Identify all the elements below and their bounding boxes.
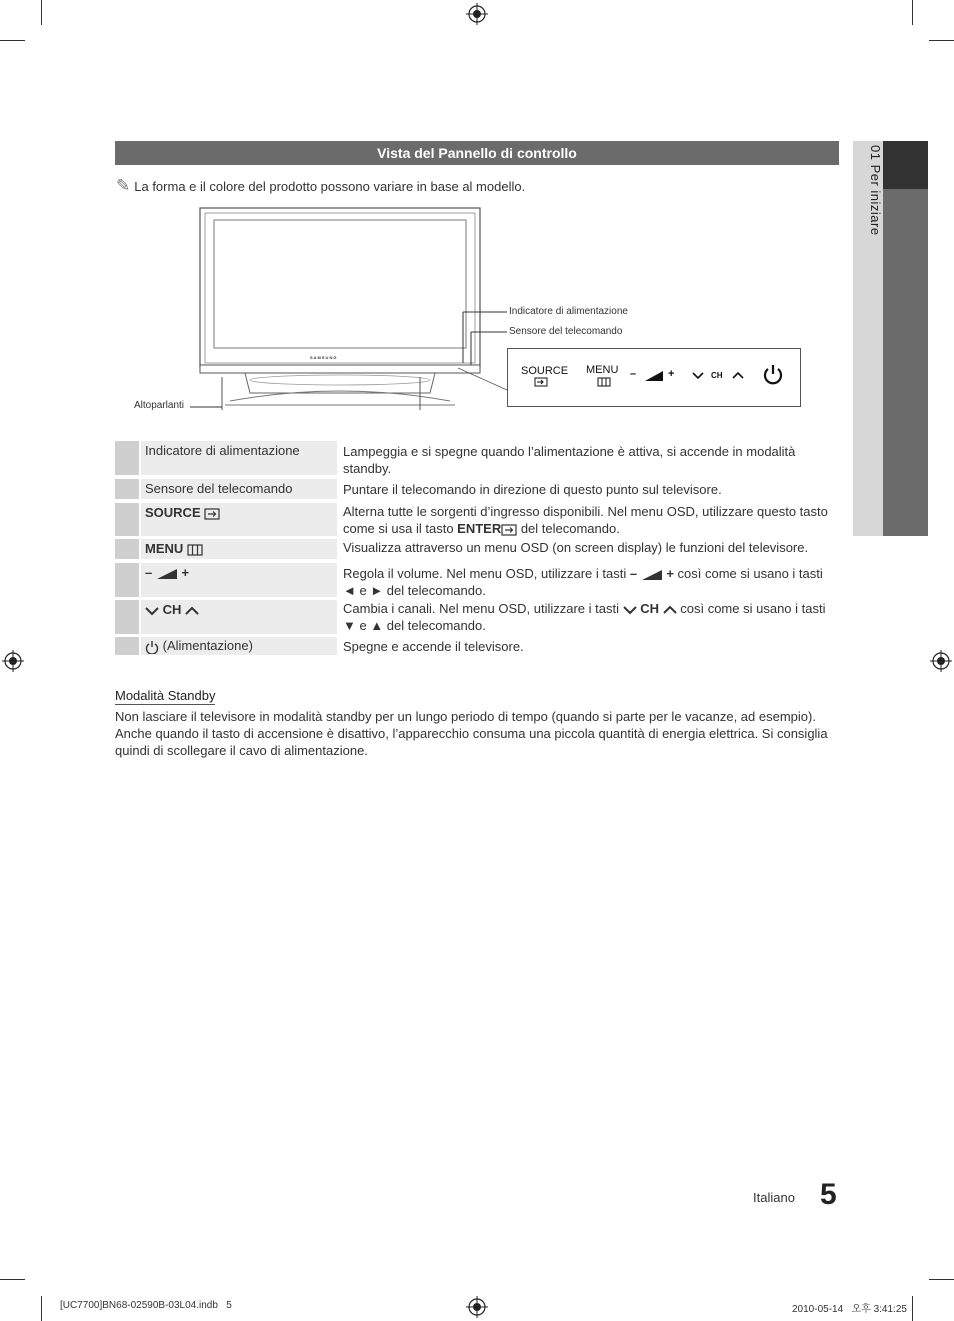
volume-wedge-icon: [156, 568, 178, 579]
crop-mark: [912, 1296, 913, 1321]
menu-icon: [597, 377, 611, 387]
row-description: [343, 565, 839, 599]
row-name: Indicatore di alimentazione: [141, 441, 337, 475]
row-marker: [115, 503, 139, 536]
panel-menu-label: MENU: [586, 364, 619, 376]
row-description-text: così come si usano i tasti ▼ e ▲ del telecomando.: [343, 601, 826, 633]
table-row: [115, 479, 839, 499]
crop-mark: [41, 1296, 42, 1321]
chapter-tab-edge: [883, 141, 928, 536]
print-slug-file: [UC7700]BN68-02590B-03L04.indb 5: [60, 1300, 232, 1311]
enter-key-label: ENTER: [457, 521, 502, 536]
row-marker: [115, 539, 139, 559]
chapter-tab-label: 01 Per iniziare: [868, 145, 883, 236]
table-row: [115, 503, 839, 536]
row-description-text: Alterna tutte le sorgenti d’ingresso disponibili. Nel menu OSD, utilizzare questo tasto come si usa il tasto: [343, 504, 828, 536]
volume-minus-label: –: [145, 565, 153, 580]
registration-mark-icon: [466, 3, 488, 25]
table-row: [115, 441, 839, 475]
row-name: [141, 503, 337, 536]
registration-mark-icon: [930, 650, 952, 672]
volume-minus-label: –: [629, 566, 638, 581]
volume-plus-label: +: [666, 566, 674, 581]
row-description: [343, 600, 839, 634]
table-row: [115, 637, 839, 655]
row-marker: [115, 563, 139, 597]
source-icon: [204, 508, 220, 520]
chevron-up-icon: [663, 605, 677, 615]
footer-language: Italiano: [753, 1190, 795, 1205]
control-panel-detail: [507, 348, 801, 407]
row-description-text: Cambia i canali. Nel menu OSD, utilizzare i tasti: [343, 601, 623, 616]
label-power-indicator: Indicatore di alimentazione: [509, 306, 628, 317]
row-name: [141, 539, 337, 559]
ch-key-label: CH: [640, 601, 660, 616]
chevron-up-icon: [732, 371, 744, 379]
note: [116, 176, 525, 196]
power-icon: [762, 363, 784, 385]
chevron-down-icon: [145, 606, 159, 616]
pencil-note-icon: ✎: [116, 176, 131, 195]
crop-mark: [41, 0, 42, 25]
row-description: Visualizza attraverso un menu OSD (on screen display) le funzioni del televisore.: [343, 540, 809, 555]
standby-body: Non lasciare il televisore in modalità standby per un lungo periodo di tempo (quando si parte per le vacanze, ad esempio). Anche quando il tasto di accensione è disattivo, l’apparecchio consuma una piccola quantità di energia elettrica. Si consiglia quindi di scollegare il cavo di alimentazione.: [115, 709, 828, 758]
row-marker: [115, 479, 139, 499]
row-description-text: del telecomando.: [517, 521, 620, 536]
row-description-text: così come si usano i tasti ◄ e ► del telecomando.: [343, 566, 823, 598]
table-row: [115, 563, 839, 597]
panel-ch-label: CH: [711, 371, 723, 380]
power-icon: [145, 640, 159, 654]
brand-logo: SAMSUNG: [310, 355, 338, 360]
enter-icon: [501, 524, 517, 536]
crop-mark: [0, 1279, 25, 1280]
row-description: Spegne e accende il televisore.: [343, 639, 524, 654]
panel-volume-minus: –: [630, 368, 637, 380]
standby-title: Modalità Standby: [115, 688, 216, 703]
volume-wedge-icon: [645, 371, 663, 381]
source-icon: [534, 377, 548, 387]
page-number: 5: [820, 1178, 837, 1211]
row-marker: [115, 600, 139, 634]
source-key-label: SOURCE: [145, 505, 201, 520]
menu-key-label: MENU: [145, 541, 184, 556]
row-marker: [115, 637, 139, 655]
row-description: [343, 503, 839, 537]
table-row: [115, 539, 839, 559]
row-description: Lampeggia e si spegne quando l’alimentazione è attiva, si accende in modalità standby.: [343, 444, 796, 476]
row-name: [141, 563, 337, 597]
row-marker: [115, 441, 139, 475]
chapter-tab-marker: [883, 141, 928, 189]
volume-wedge-icon: [641, 569, 663, 580]
label-speakers: Altoparlanti: [134, 400, 185, 411]
chevron-down-icon: [623, 605, 637, 615]
panel-source-label: SOURCE: [521, 365, 569, 377]
table-row: [115, 600, 839, 634]
section-title: Vista del Pannello di controllo: [115, 141, 839, 165]
chevron-up-icon: [185, 606, 199, 616]
crop-mark: [929, 1279, 954, 1280]
row-name: Sensore del telecomando: [141, 479, 337, 499]
crop-mark: [0, 40, 25, 41]
note-text: La forma e il colore del prodotto possono variare in base al modello.: [134, 179, 526, 194]
row-name: [141, 600, 337, 634]
crop-mark: [929, 40, 954, 41]
crop-mark: [912, 0, 913, 25]
chevron-down-icon: [692, 372, 704, 380]
ch-key-label: CH: [162, 602, 182, 617]
label-remote-sensor: Sensore del telecomando: [509, 326, 623, 337]
registration-mark-icon: [466, 1296, 488, 1318]
row-description-text: Regola il volume. Nel menu OSD, utilizzare i tasti: [343, 566, 630, 581]
menu-icon: [187, 544, 203, 556]
row-description: Puntare il telecomando in direzione di questo punto sul televisore.: [343, 482, 722, 497]
row-name: [141, 637, 337, 655]
power-key-label: (Alimentazione): [162, 638, 253, 653]
volume-plus-label: +: [181, 565, 190, 580]
print-slug-date: 2010-05-14 오후 3:41:25: [792, 1304, 907, 1315]
panel-volume-plus: +: [668, 368, 675, 380]
registration-mark-icon: [2, 650, 24, 672]
